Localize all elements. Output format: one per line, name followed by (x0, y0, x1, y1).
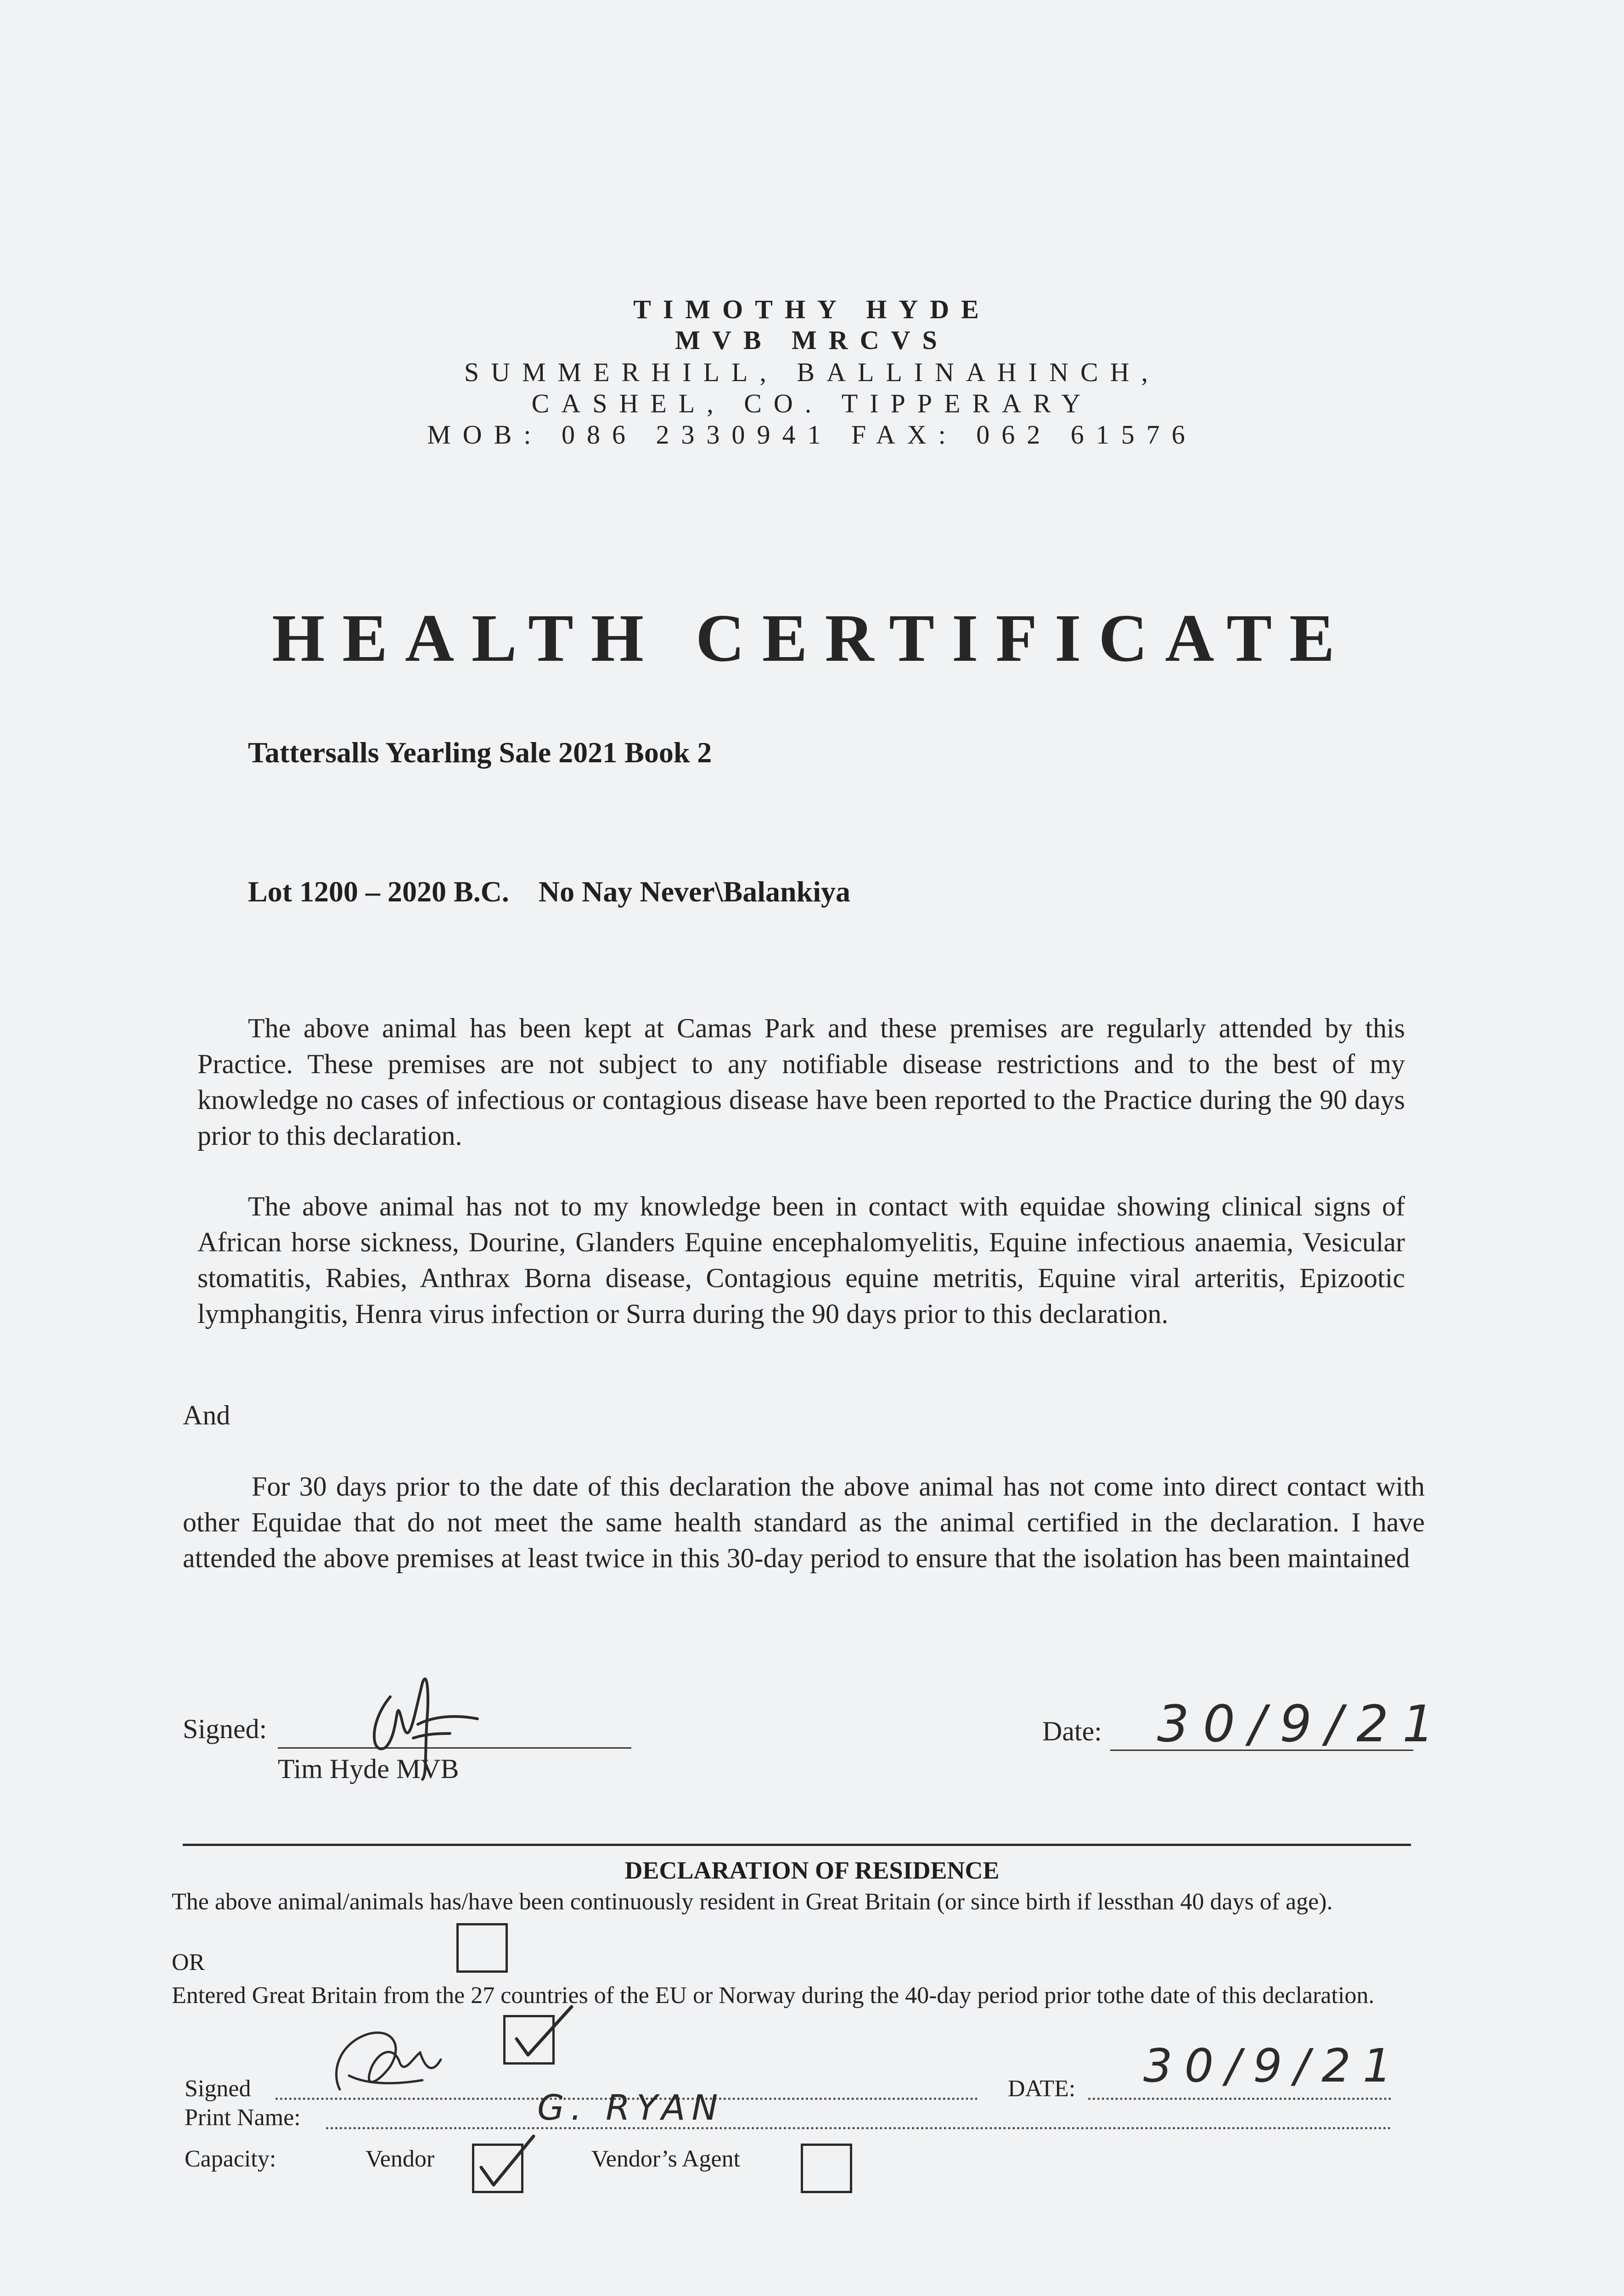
print-name-handwritten: G. RYAN (537, 2087, 725, 2128)
isolation-paragraph: For 30 days prior to the date of this declaration the above animal has not come into direct contact with other Equidae that do not meet the same health standard as the animal certified in the declaration. I have attended the above premises at least twice in this 30-day period to ensure that the isolation has been maintained (183, 1471, 1425, 1573)
and-connector: And (183, 1400, 230, 1430)
signed-label: Signed: (183, 1714, 267, 1744)
signer-name: Tim Hyde MVB (278, 1754, 459, 1784)
declaration-signed-label: Signed (185, 2076, 251, 2102)
page-title: HEALTH CERTIFICATE (272, 601, 1352, 676)
declaration-date-line (1088, 2098, 1391, 2100)
practitioner-qualifications: MVB MRCVS (675, 325, 949, 355)
capacity-label: Capacity: (185, 2146, 276, 2172)
resident-statement: The above animal/animals has/have been continuously resident in Great Britain (or since birth if lessthan 40 days of age). (172, 1889, 1333, 1915)
section-divider (183, 1844, 1411, 1846)
disease-contact-paragraph: The above animal has not to my knowledge been in contact with equidae showing clinical signs of African horse sickness, Dourine, Glanders Equine encephalomyelitis, Equine infectious anaemia, Vesicular stomatitis, Rabies, Anthrax Borna disease, Contagious equine metritis, Equine viral arteritis, Epizootic lymphangitis, Henra virus infection or Surra during the 90 days prior to this declaration. (197, 1191, 1405, 1329)
date-label: Date: (1042, 1716, 1102, 1746)
vet-handwritten-date: 30/9/21 (1157, 1694, 1449, 1753)
address-line-2: CASHEL, CO. TIPPERARY (531, 388, 1093, 418)
vendor-signature-image (321, 2016, 468, 2108)
checkmark-icon (473, 2131, 542, 2195)
or-separator: OR (172, 1949, 205, 1975)
declaration-date-label: DATE: (1008, 2076, 1076, 2102)
declaration-handwritten-date: 30/9/21 (1143, 2039, 1404, 2093)
vendors-agent-checkbox[interactable] (801, 2144, 852, 2193)
address-line-1: SUMMERHILL, BALLINAHINCH, (464, 357, 1160, 387)
resident-checkbox[interactable] (456, 1923, 508, 1973)
declaration-title: DECLARATION OF RESIDENCE (624, 1857, 1000, 1884)
premises-paragraph: The above animal has been kept at Camas Park and these premises are regularly attended by this Practice. These premises are not subject to any notifiable disease restrictions and to the best of my knowledge no cases of infectious or contagious disease have been reported to the Practice during the 90 days prior to this declaration. (197, 1013, 1405, 1151)
print-name-line (326, 2127, 1391, 2129)
print-name-label: Print Name: (185, 2105, 301, 2131)
contact-numbers: MOB: 086 2330941 FAX: 062 61576 (427, 420, 1197, 450)
vet-signature-image (358, 1665, 487, 1784)
entered-statement: Entered Great Britain from the 27 countries of the EU or Norway during the 40-day period prior tothe date of this declaration. (172, 1982, 1375, 2009)
lot-line: Lot 1200 – 2020 B.C. No Nay Never\Balankiya (248, 875, 850, 908)
sale-name: Tattersalls Yearling Sale 2021 Book 2 (248, 736, 712, 769)
checkmark-icon (510, 2002, 583, 2066)
vendors-agent-label: Vendor’s Agent (591, 2146, 741, 2172)
practitioner-name: TIMOTHY HYDE (633, 294, 991, 324)
vendor-label: Vendor (365, 2146, 435, 2172)
